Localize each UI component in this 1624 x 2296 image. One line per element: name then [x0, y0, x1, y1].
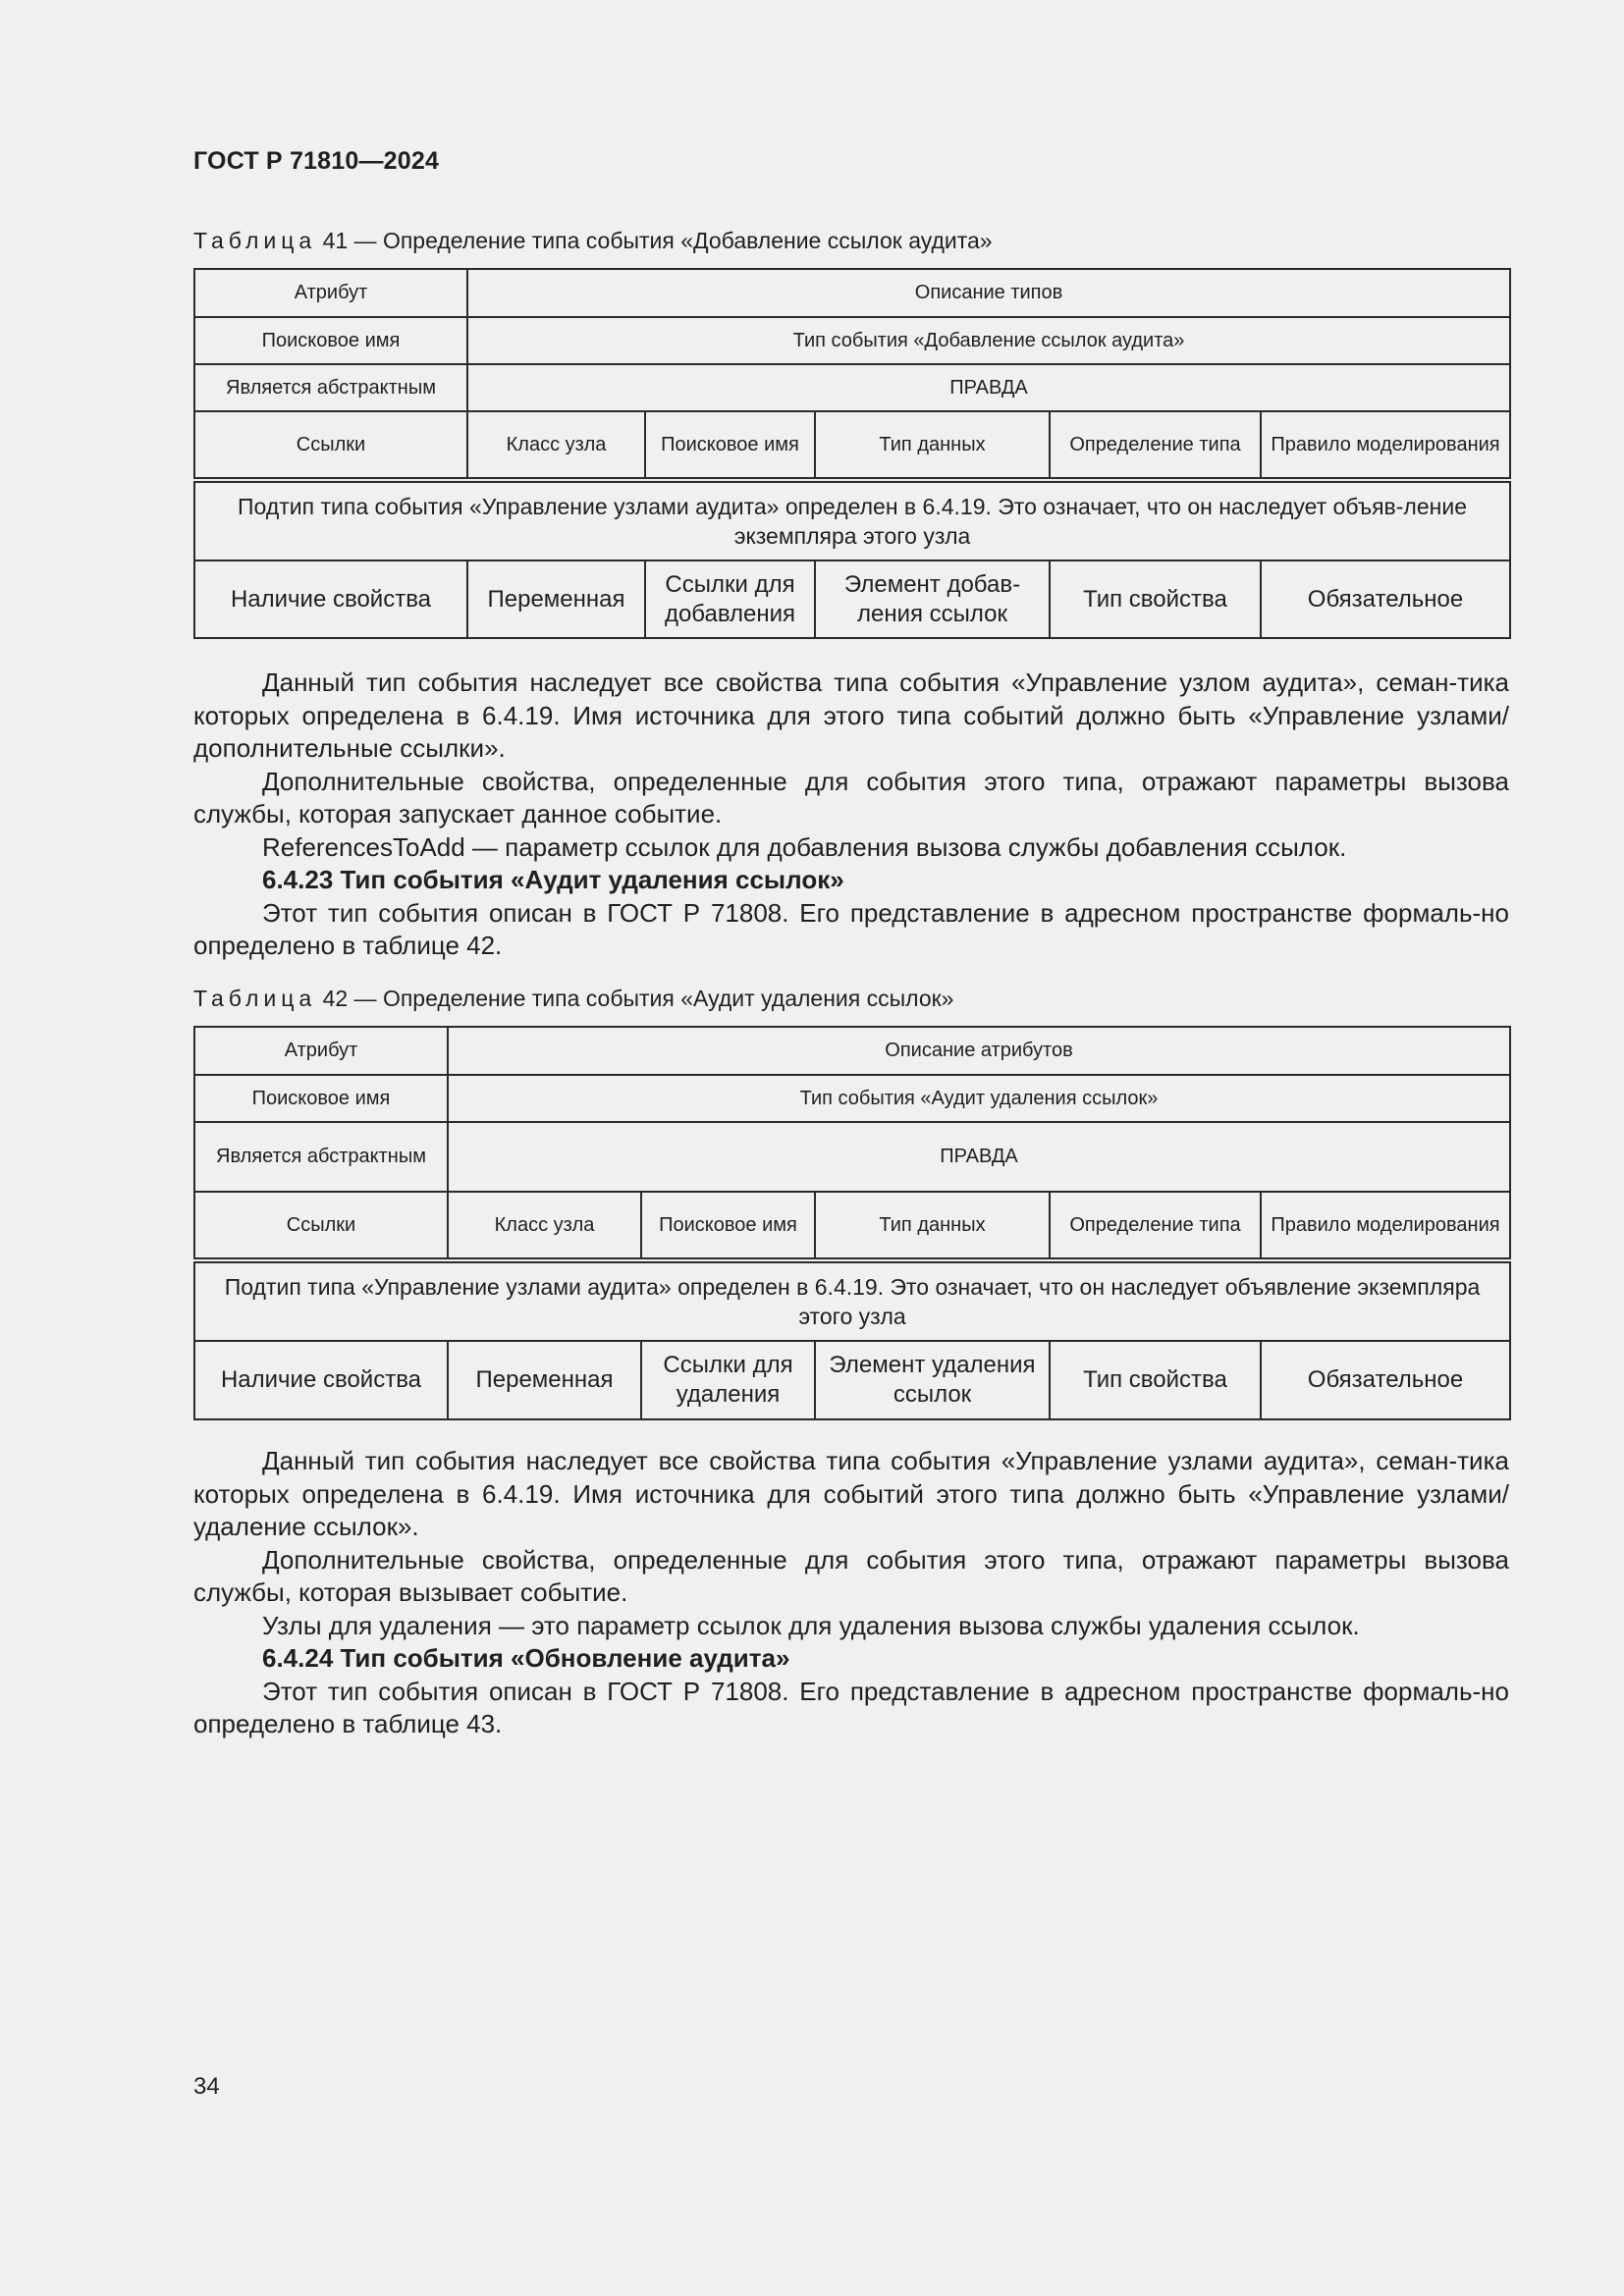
table-cell: Атрибут: [194, 1027, 448, 1075]
table-row: [194, 1122, 1510, 1192]
table-cell: Поисковое имя: [641, 1192, 815, 1260]
table-cell: Ссылки для добавления: [645, 561, 815, 638]
table-cell: Ссылки для удаления: [641, 1341, 815, 1419]
table-42-caption: [193, 986, 953, 1012]
table-cell: Класс узла: [467, 411, 645, 480]
table-row: [194, 269, 1510, 317]
table-cell: Наличие свойства: [194, 561, 467, 638]
table-cell: Определение типа: [1050, 411, 1261, 480]
table-row: [194, 317, 1510, 364]
table-cell: Ссылки: [194, 1192, 448, 1260]
page-number: 34: [193, 2073, 220, 2100]
table-cell: Обязательное: [1261, 1341, 1510, 1419]
table-cell: Тип данных: [815, 411, 1050, 480]
caption-word: Таблица: [193, 228, 317, 253]
table-cell: Обязательное: [1261, 561, 1510, 638]
table-note: Подтип типа события «Управление узлами аудита» определен в 6.4.19. Это означает, что он наследует объяв-ление экземпляра этого узла: [194, 480, 1510, 561]
paragraph: Дополнительные свойства, определенные для события этого типа, отражают параметры вызова службы, которая вызывает событие.: [193, 1544, 1509, 1607]
paragraph: Этот тип события описан в ГОСТ Р 71808. Его представление в адресном пространстве формаль-но определено в таблице 42.: [193, 897, 1509, 960]
table-cell: Описание типов: [467, 269, 1510, 317]
table-row: [194, 411, 1510, 480]
table-cell: Переменная: [467, 561, 645, 638]
table-cell: Правило моделирования: [1261, 1192, 1510, 1260]
table-cell: Является абстрактным: [194, 1122, 448, 1192]
table-row: [194, 1341, 1510, 1419]
paragraph: Данный тип события наследует все свойства типа события «Управление узлом аудита», семан-тика которых определена в 6.4.19. Имя источника для этого типа событий должно быть «Управление узлами/дополнительные ссылки».: [193, 667, 1509, 763]
table-cell: ПРАВДА: [467, 364, 1510, 411]
table-row: [194, 1075, 1510, 1122]
paragraph: Данный тип события наследует все свойства типа события «Управление узлами аудита», семан-тика которых определена в 6.4.19. Имя источника для событий этого типа должно быть «Управление узлами/удаление ссылок».: [193, 1446, 1509, 1541]
table-cell: Элемент удаления ссылок: [815, 1341, 1050, 1419]
table-row: [194, 1192, 1510, 1260]
table-cell: Описание атрибутов: [448, 1027, 1510, 1075]
caption-text: 42 — Определение типа события «Аудит удаления ссылок»: [316, 986, 954, 1011]
paragraph: Узлы для удаления — это параметр ссылок для удаления вызова службы удаления ссылок.: [262, 1610, 1360, 1640]
caption-word: Таблица: [193, 986, 317, 1011]
table-row: [194, 364, 1510, 411]
table-cell: Поисковое имя: [645, 411, 815, 480]
section-heading: 6.4.24 Тип события «Обновление аудита»: [262, 1643, 790, 1673]
table-cell: ПРАВДА: [448, 1122, 1510, 1192]
section-body-2: [193, 1445, 1509, 1741]
table-cell: Поисковое имя: [194, 317, 467, 364]
table-cell: Определение типа: [1050, 1192, 1261, 1260]
paragraph: ReferencesToAdd — параметр ссылок для добавления вызова службы добавления ссылок.: [262, 831, 1347, 862]
paragraph: Дополнительные свойства, определенные для события этого типа, отражают параметры вызова службы, которая запускает данное событие.: [193, 766, 1509, 828]
table-cell: Является абстрактным: [194, 364, 467, 411]
table-row: [194, 1260, 1510, 1341]
table-cell: Тип события «Аудит удаления ссылок»: [448, 1075, 1510, 1122]
table-cell: Элемент добав-ления ссылок: [815, 561, 1050, 638]
table-cell: Правило моделирования: [1261, 411, 1510, 480]
table-row: [194, 1027, 1510, 1075]
table-cell: Тип данных: [815, 1192, 1050, 1260]
table-cell: Переменная: [448, 1341, 641, 1419]
table-cell: Класс узла: [448, 1192, 641, 1260]
table-cell: Ссылки: [194, 411, 467, 480]
table-cell: Наличие свойства: [194, 1341, 448, 1419]
table-cell: Тип свойства: [1050, 1341, 1261, 1419]
section-body-1: [193, 667, 1509, 963]
caption-text: 41 — Определение типа события «Добавление ссылок аудита»: [316, 228, 993, 253]
table-41-caption: [193, 228, 993, 254]
table-row: [194, 561, 1510, 638]
paragraph: Этот тип события описан в ГОСТ Р 71808. Его представление в адресном пространстве формаль-но определено в таблице 43.: [193, 1676, 1509, 1738]
table-cell: Тип события «Добавление ссылок аудита»: [467, 317, 1510, 364]
table-note: Подтип типа «Управление узлами аудита» определен в 6.4.19. Это означает, что он наследует объявление экземпляра этого узла: [194, 1260, 1510, 1341]
table-cell: Поисковое имя: [194, 1075, 448, 1122]
table-cell: Тип свойства: [1050, 561, 1261, 638]
section-heading: 6.4.23 Тип события «Аудит удаления ссылок»: [262, 865, 844, 894]
table-cell: Атрибут: [194, 269, 467, 317]
document-header: ГОСТ Р 71810—2024: [193, 147, 440, 175]
table-41: [193, 268, 1511, 639]
table-row: [194, 480, 1510, 561]
table-42: [193, 1026, 1511, 1420]
